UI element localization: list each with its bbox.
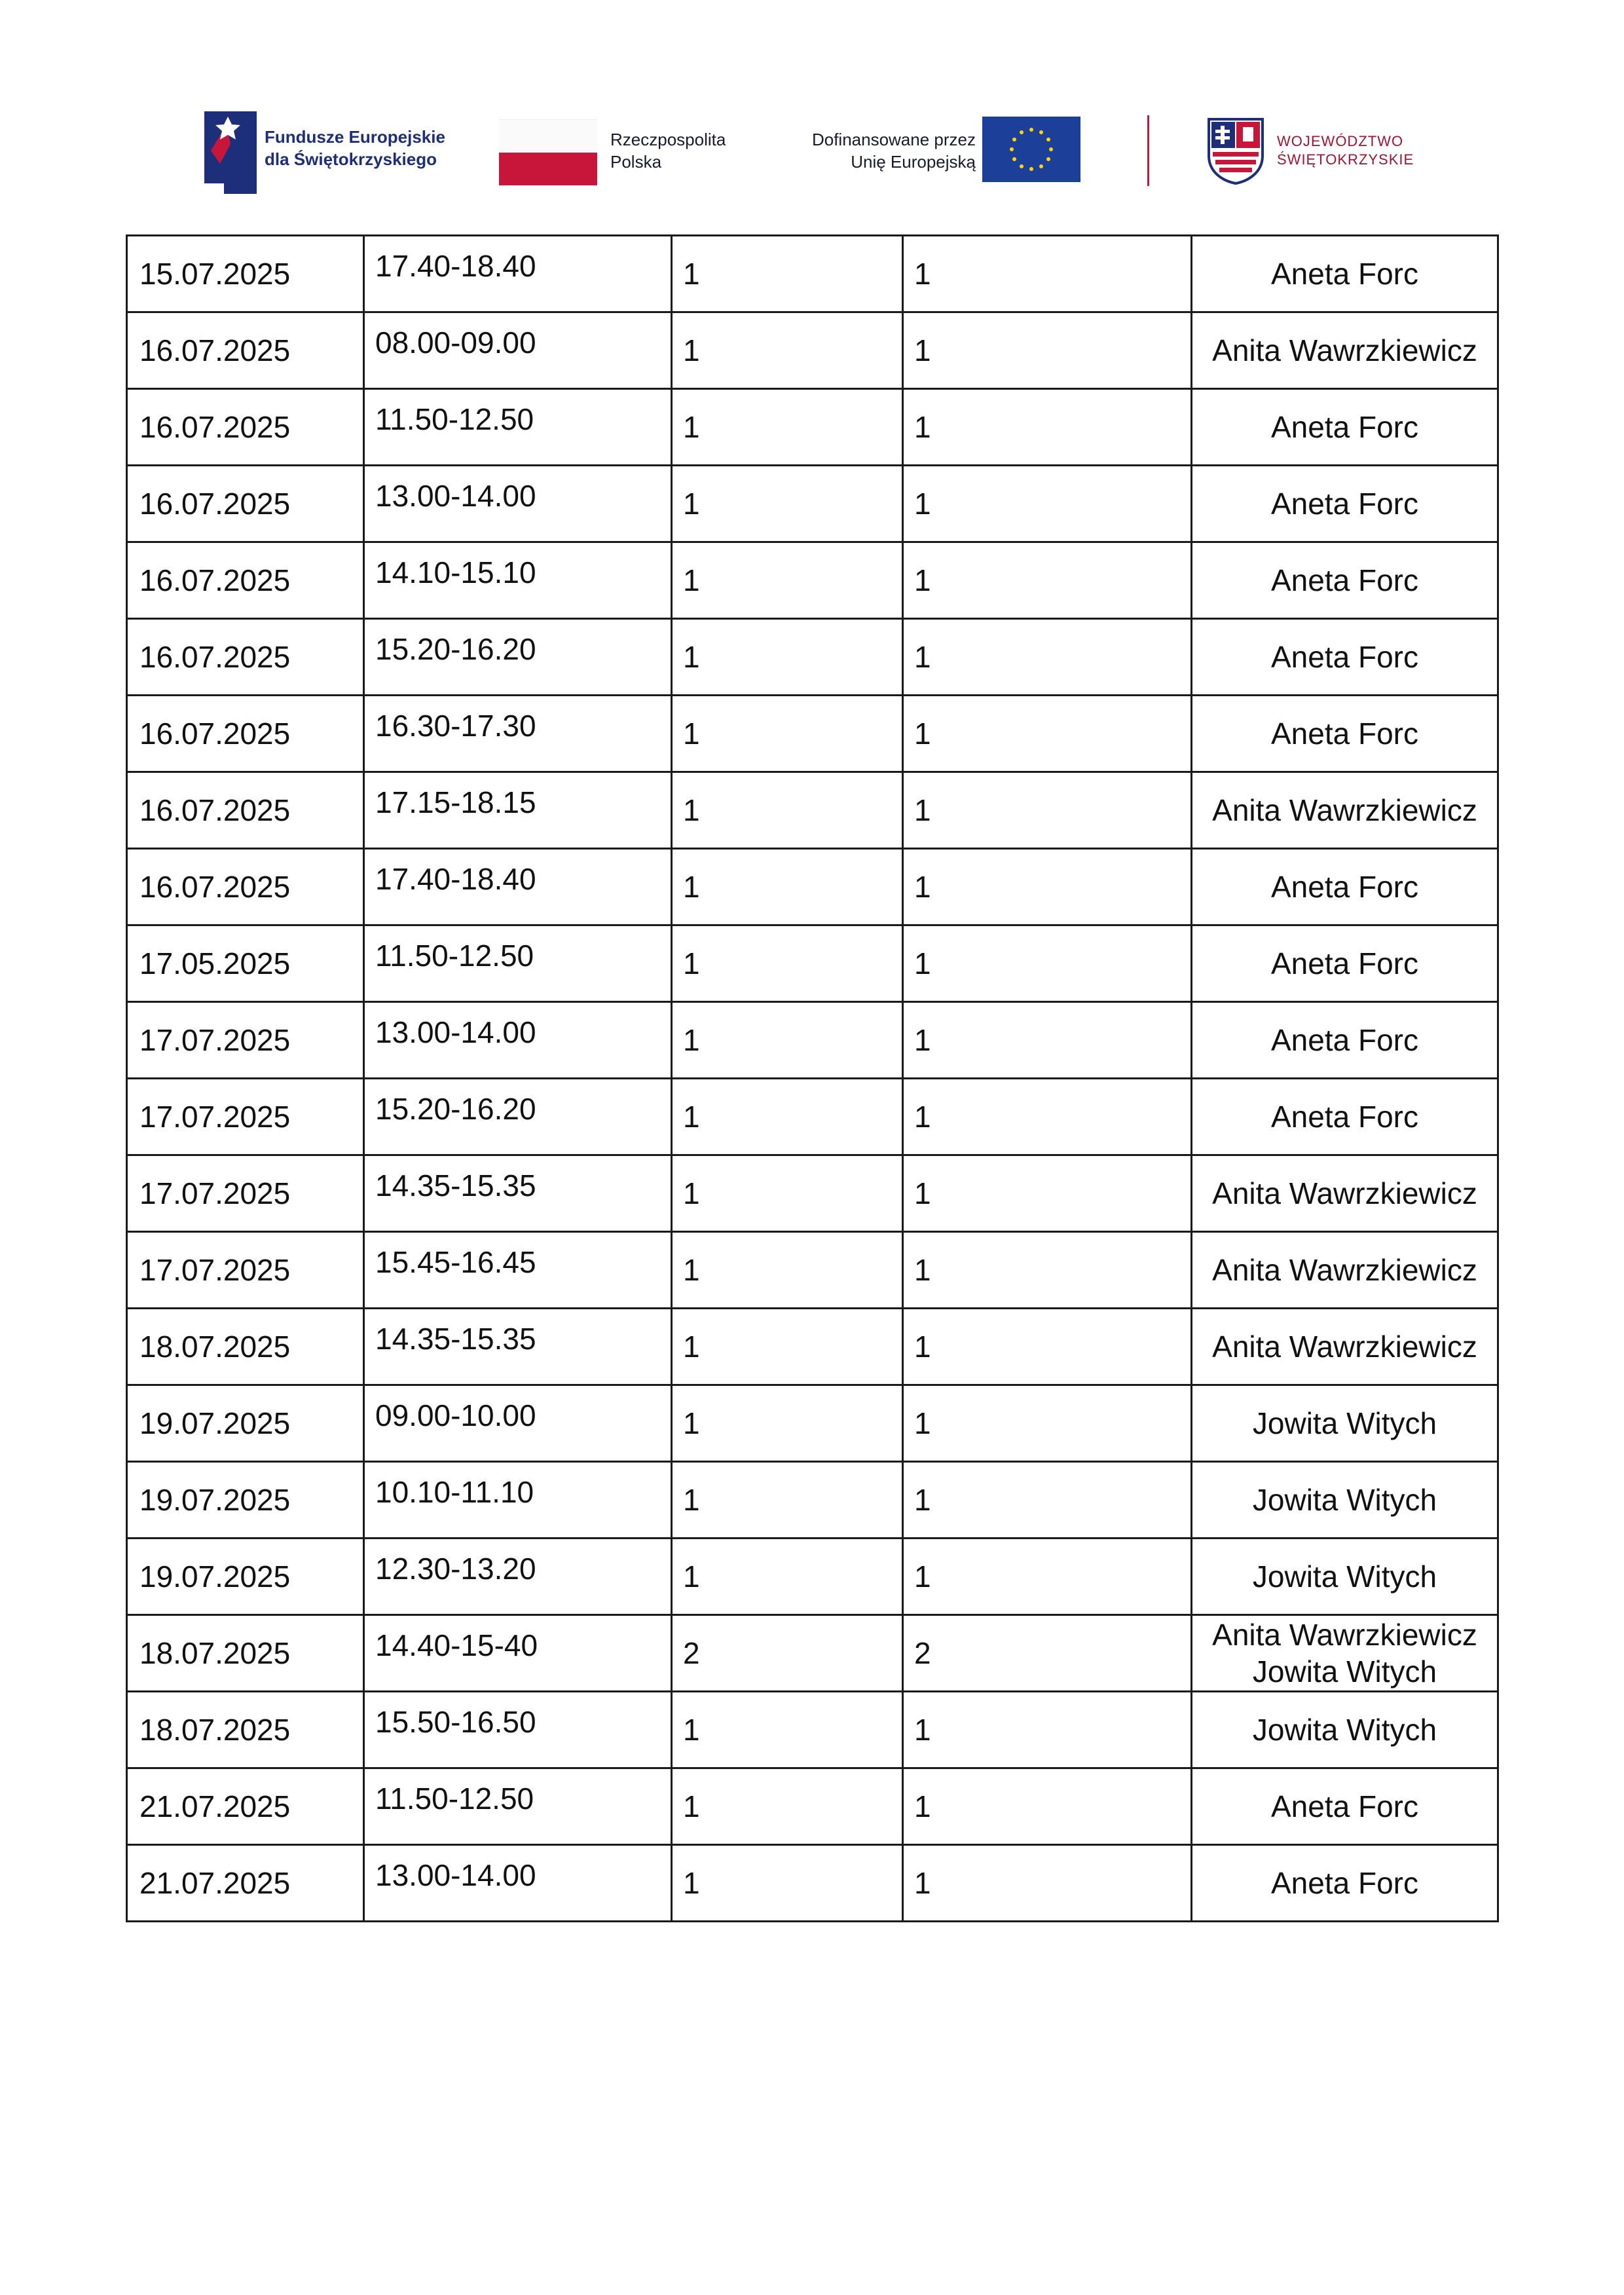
- count-cell-a: 1: [672, 772, 903, 849]
- count-cell-a: 1: [672, 696, 903, 772]
- eu-logo-text: [812, 128, 976, 173]
- date-cell: 16.07.2025: [127, 312, 364, 389]
- table-row: [127, 1385, 1498, 1462]
- logo-bar: [0, 0, 1624, 216]
- count-cell-b: 1: [903, 849, 1192, 925]
- staff-name-cell: [1192, 619, 1498, 696]
- count-cell-b: 1: [903, 619, 1192, 696]
- count-cell-b: 1: [903, 1385, 1192, 1462]
- eu-logo-line-2: Unię Europejską: [851, 152, 976, 172]
- date-cell: 17.07.2025: [127, 1079, 364, 1155]
- table-row: [127, 1309, 1498, 1385]
- date-cell: 21.07.2025: [127, 1768, 364, 1845]
- time-cell: 14.10-15.10: [364, 542, 672, 619]
- count-cell-a: 1: [672, 312, 903, 389]
- staff-name-cell: [1192, 849, 1498, 925]
- time-cell: 17.40-18.40: [364, 849, 672, 925]
- table-row: [127, 1845, 1498, 1922]
- eu-logo-line-1: Dofinansowane przez: [811, 130, 976, 149]
- eu-flag-icon: [982, 117, 1080, 182]
- staff-name-cell: [1192, 696, 1498, 772]
- staff-name: Anita Wawrzkiewicz: [1212, 1330, 1477, 1364]
- staff-name-cell: [1192, 1845, 1498, 1922]
- rp-logo-line-2: Polska: [610, 152, 662, 172]
- schedule-table-body: [127, 236, 1498, 1922]
- time-cell: 12.30-13.20: [364, 1539, 672, 1615]
- date-cell: 17.07.2025: [127, 1232, 364, 1309]
- count-cell-b: 1: [903, 1768, 1192, 1845]
- time-cell: 11.50-12.50: [364, 925, 672, 1002]
- table-row: [127, 542, 1498, 619]
- time-cell: 14.35-15.35: [364, 1309, 672, 1385]
- table-row: [127, 1615, 1498, 1692]
- staff-name: Anita Wawrzkiewicz: [1212, 333, 1477, 367]
- time-cell: 13.00-14.00: [364, 1002, 672, 1079]
- count-cell-b: 1: [903, 1155, 1192, 1232]
- count-cell-b: 1: [903, 1232, 1192, 1309]
- count-cell-b: 1: [903, 1845, 1192, 1922]
- staff-name-cell: [1192, 1462, 1498, 1539]
- staff-name: Aneta Forc: [1271, 1866, 1418, 1900]
- staff-name-cell: [1192, 925, 1498, 1002]
- table-row: [127, 619, 1498, 696]
- date-cell: 15.07.2025: [127, 236, 364, 312]
- table-row: [127, 1768, 1498, 1845]
- staff-name: Aneta Forc: [1271, 717, 1418, 751]
- staff-name: Anita Wawrzkiewicz: [1212, 1176, 1477, 1210]
- table-row: [127, 696, 1498, 772]
- staff-name: Jowita Witych: [1252, 1483, 1437, 1517]
- date-cell: 16.07.2025: [127, 466, 364, 542]
- staff-name-cell: [1192, 542, 1498, 619]
- fundusze-europejskie-logo: [204, 105, 466, 196]
- count-cell-b: 1: [903, 696, 1192, 772]
- time-cell: 15.20-16.20: [364, 619, 672, 696]
- staff-name: Aneta Forc: [1271, 870, 1418, 904]
- count-cell-b: 1: [903, 925, 1192, 1002]
- count-cell-a: 1: [672, 1309, 903, 1385]
- rp-logo-text: [610, 128, 726, 173]
- table-row: [127, 849, 1498, 925]
- count-cell-b: 1: [903, 466, 1192, 542]
- staff-name-cell: [1192, 1768, 1498, 1845]
- count-cell-b: 1: [903, 1309, 1192, 1385]
- coat-of-arms-icon: [1206, 117, 1265, 185]
- date-cell: 18.07.2025: [127, 1692, 364, 1768]
- staff-name: Aneta Forc: [1271, 487, 1418, 521]
- count-cell-a: 1: [672, 619, 903, 696]
- staff-name: Jowita Witych: [1252, 1713, 1437, 1747]
- count-cell-a: 1: [672, 1768, 903, 1845]
- staff-name-cell: [1192, 312, 1498, 389]
- staff-name: Aneta Forc: [1271, 1789, 1418, 1823]
- eu-cofinanced-logo: [779, 117, 1094, 189]
- staff-name: Aneta Forc: [1271, 563, 1418, 597]
- staff-name: Anita Wawrzkiewicz: [1212, 1618, 1477, 1652]
- table-row: [127, 925, 1498, 1002]
- logo-divider: [1147, 115, 1149, 186]
- date-cell: 19.07.2025: [127, 1385, 364, 1462]
- time-cell: 11.50-12.50: [364, 1768, 672, 1845]
- staff-name-cell: [1192, 389, 1498, 466]
- date-cell: 18.07.2025: [127, 1309, 364, 1385]
- date-cell: 19.07.2025: [127, 1462, 364, 1539]
- table-row: [127, 1539, 1498, 1615]
- staff-name: Jowita Witych: [1252, 1406, 1437, 1440]
- rzeczpospolita-polska-logo: [499, 117, 761, 189]
- polish-flag-icon: [499, 119, 597, 185]
- date-cell: 16.07.2025: [127, 542, 364, 619]
- staff-name-cell: [1192, 1539, 1498, 1615]
- staff-name-cell: [1192, 1615, 1498, 1692]
- count-cell-b: 1: [903, 1462, 1192, 1539]
- count-cell-a: 1: [672, 1692, 903, 1768]
- time-cell: 13.00-14.00: [364, 1845, 672, 1922]
- table-row: [127, 1462, 1498, 1539]
- fe-logo-text: [265, 126, 445, 170]
- count-cell-a: 1: [672, 236, 903, 312]
- date-cell: 16.07.2025: [127, 389, 364, 466]
- time-cell: 10.10-11.10: [364, 1462, 672, 1539]
- count-cell-b: 1: [903, 542, 1192, 619]
- date-cell: 17.07.2025: [127, 1155, 364, 1232]
- staff-name-cell: [1192, 236, 1498, 312]
- staff-name: Anita Wawrzkiewicz: [1212, 1253, 1477, 1287]
- staff-name: Aneta Forc: [1271, 1100, 1418, 1134]
- date-cell: 16.07.2025: [127, 849, 364, 925]
- staff-name: Jowita Witych: [1252, 1559, 1437, 1594]
- count-cell-a: 1: [672, 389, 903, 466]
- count-cell-b: 1: [903, 312, 1192, 389]
- time-cell: 16.30-17.30: [364, 696, 672, 772]
- staff-name-cell: [1192, 772, 1498, 849]
- count-cell-a: 2: [672, 1615, 903, 1692]
- time-cell: 08.00-09.00: [364, 312, 672, 389]
- staff-name: Aneta Forc: [1271, 1023, 1418, 1057]
- time-cell: 14.35-15.35: [364, 1155, 672, 1232]
- table-row: [127, 1002, 1498, 1079]
- fe-star-mark-icon: [204, 105, 257, 194]
- staff-name: Anita Wawrzkiewicz: [1212, 793, 1477, 827]
- time-cell: 17.15-18.15: [364, 772, 672, 849]
- table-row: [127, 1155, 1498, 1232]
- table-row: [127, 236, 1498, 312]
- staff-name-cell: [1192, 1692, 1498, 1768]
- count-cell-b: 1: [903, 236, 1192, 312]
- time-cell: 09.00-10.00: [364, 1385, 672, 1462]
- fe-logo-line-1: Fundusze Europejskie: [265, 127, 445, 147]
- table-row: [127, 389, 1498, 466]
- time-cell: 11.50-12.50: [364, 389, 672, 466]
- table-row: [127, 466, 1498, 542]
- count-cell-a: 1: [672, 849, 903, 925]
- staff-name: Aneta Forc: [1271, 946, 1418, 980]
- count-cell-a: 1: [672, 1155, 903, 1232]
- time-cell: 13.00-14.00: [364, 466, 672, 542]
- time-cell: 15.45-16.45: [364, 1232, 672, 1309]
- count-cell-a: 1: [672, 1539, 903, 1615]
- count-cell-b: 1: [903, 1539, 1192, 1615]
- staff-name-cell: [1192, 1002, 1498, 1079]
- count-cell-b: 2: [903, 1615, 1192, 1692]
- count-cell-a: 1: [672, 1845, 903, 1922]
- staff-name: Aneta Forc: [1271, 640, 1418, 674]
- staff-name: Aneta Forc: [1271, 410, 1418, 444]
- table-row: [127, 1232, 1498, 1309]
- ws-logo-line-1: WOJEWÓDZTWO: [1277, 133, 1404, 149]
- count-cell-b: 1: [903, 1079, 1192, 1155]
- count-cell-b: 1: [903, 389, 1192, 466]
- count-cell-b: 1: [903, 1692, 1192, 1768]
- count-cell-b: 1: [903, 772, 1192, 849]
- ws-logo-line-2: ŚWIĘTOKRZYSKIE: [1277, 151, 1414, 168]
- time-cell: 14.40-15-40: [364, 1615, 672, 1692]
- count-cell-a: 1: [672, 925, 903, 1002]
- table-row: [127, 1079, 1498, 1155]
- date-cell: 16.07.2025: [127, 696, 364, 772]
- wojewodztwo-swietokrzyskie-logo: [1206, 117, 1442, 189]
- staff-name-cell: [1192, 1155, 1498, 1232]
- staff-name: Aneta Forc: [1271, 257, 1418, 291]
- date-cell: 16.07.2025: [127, 619, 364, 696]
- date-cell: 17.07.2025: [127, 1002, 364, 1079]
- time-cell: 15.50-16.50: [364, 1692, 672, 1768]
- staff-name-cell: [1192, 1309, 1498, 1385]
- date-cell: 21.07.2025: [127, 1845, 364, 1922]
- count-cell-a: 1: [672, 1462, 903, 1539]
- table-row: [127, 312, 1498, 389]
- date-cell: 19.07.2025: [127, 1539, 364, 1615]
- time-cell: 15.20-16.20: [364, 1079, 672, 1155]
- date-cell: 16.07.2025: [127, 772, 364, 849]
- date-cell: 18.07.2025: [127, 1615, 364, 1692]
- count-cell-a: 1: [672, 1232, 903, 1309]
- count-cell-a: 1: [672, 1002, 903, 1079]
- table-row: [127, 1692, 1498, 1768]
- fe-logo-line-2: dla Świętokrzyskiego: [265, 149, 437, 169]
- schedule-table: [126, 234, 1499, 1922]
- staff-name-cell: [1192, 466, 1498, 542]
- time-cell: 17.40-18.40: [364, 236, 672, 312]
- staff-name: Jowita Witych: [1252, 1654, 1437, 1689]
- count-cell-a: 1: [672, 466, 903, 542]
- count-cell-a: 1: [672, 1385, 903, 1462]
- table-row: [127, 772, 1498, 849]
- count-cell-b: 1: [903, 1002, 1192, 1079]
- staff-name-cell: [1192, 1385, 1498, 1462]
- staff-name-cell: [1192, 1079, 1498, 1155]
- count-cell-a: 1: [672, 1079, 903, 1155]
- staff-name-cell: [1192, 1232, 1498, 1309]
- date-cell: 17.05.2025: [127, 925, 364, 1002]
- ws-logo-text: [1277, 132, 1414, 169]
- count-cell-a: 1: [672, 542, 903, 619]
- rp-logo-line-1: Rzeczpospolita: [610, 130, 726, 149]
